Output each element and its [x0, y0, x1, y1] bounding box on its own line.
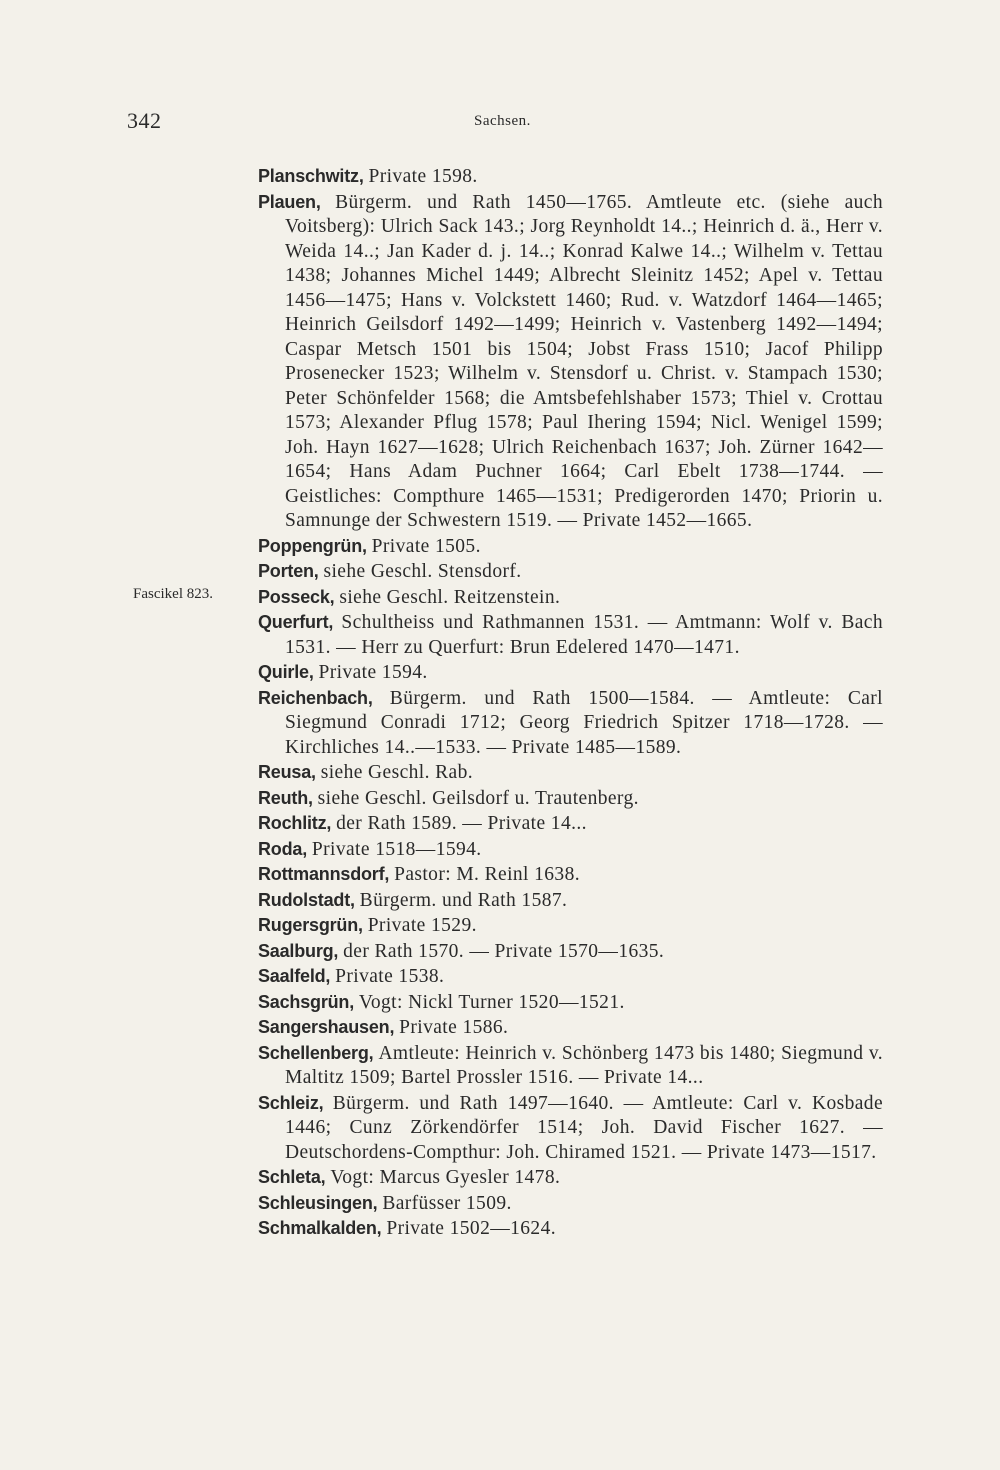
- register-entry: [258, 811, 883, 837]
- entry-place-name: Sachsgrün,: [258, 991, 355, 1012]
- entry-place-name: Roda,: [258, 838, 308, 859]
- entry-place-name: Rudolstadt,: [258, 889, 355, 910]
- entry-place-name: Rottmannsdorf,: [258, 864, 390, 884]
- entry-text: der Rath 1589. — Private 14...: [336, 813, 587, 834]
- entry-place-name: Reuth,: [258, 787, 313, 808]
- entry-place-name: Posseck,: [258, 586, 335, 607]
- register-entry: [258, 939, 883, 965]
- entry-place-name: Schleta,: [258, 1167, 326, 1187]
- register-entry: [258, 1041, 883, 1091]
- entry-text: Amtleute: Heinrich v. Schönberg 1473 bis 1480; Siegmund v. Maltitz 1509; Bartel Prossler 1516. — Private 14...: [285, 1042, 883, 1088]
- entry-text: Barfüsser 1509.: [382, 1192, 512, 1214]
- entry-place-name: Schleiz,: [258, 1092, 324, 1113]
- entry-text: Vogt: Nickl Turner 1520—1521.: [358, 991, 625, 1013]
- register-entry: [258, 760, 883, 786]
- register-entry: [258, 1216, 883, 1242]
- entry-place-name: Rugersgrün,: [258, 915, 363, 935]
- entry-place-name: Schellenberg,: [258, 1042, 374, 1063]
- register-entry: [258, 534, 883, 560]
- register-entry: [258, 888, 883, 914]
- entry-place-name: Saalburg,: [258, 940, 339, 961]
- entry-text: der Rath 1570. — Private 1570—1635.: [343, 940, 665, 962]
- entry-place-name: Plauen,: [258, 191, 321, 212]
- register-entry: [258, 585, 883, 611]
- entry-place-name: Rochlitz,: [258, 813, 332, 833]
- entry-text: Pastor: M. Reinl 1638.: [394, 864, 581, 885]
- entry-place-name: Porten,: [258, 561, 319, 581]
- register-entry: [258, 837, 883, 863]
- register-entry: [258, 686, 883, 761]
- entry-list: [258, 164, 883, 1242]
- entry-text: Bürgerm. und Rath 1497—1640. — Amtleute: Carl v. Kosbade 1446; Cunz Zörkendörfer 1514; Joh. David Fischer 1627. — Deutschordens-Compthur: Joh. Chiramed 1521. — Private 1473—1517.: [285, 1092, 884, 1163]
- running-title: Sachsen.: [474, 113, 531, 129]
- entry-text: siehe Geschl. Rab.: [320, 762, 474, 783]
- entry-text: siehe Geschl. Stensdorf.: [323, 561, 522, 582]
- entry-text: Vogt: Marcus Gyesler 1478.: [330, 1167, 561, 1188]
- entry-text: Schultheiss und Rathmannen 1531. — Amtmann: Wolf v. Bach 1531. — Herr zu Querfurt: Brun Edelered 1470—1471.: [285, 612, 884, 658]
- entry-text: Private 1529.: [367, 915, 477, 936]
- register-entry: [258, 610, 883, 660]
- register-entry: [258, 1091, 883, 1166]
- entry-text: siehe Geschl. Geilsdorf u. Trautenberg.: [317, 787, 639, 809]
- entry-place-name: Saalfeld,: [258, 966, 331, 986]
- register-entry: [258, 1191, 883, 1217]
- entry-place-name: Querfurt,: [258, 612, 334, 632]
- register-entry: [258, 964, 883, 990]
- register-entry: [258, 990, 883, 1016]
- entry-text: Private 1502—1624.: [386, 1218, 557, 1239]
- entry-place-name: Quirle,: [258, 662, 314, 682]
- entry-text: siehe Geschl. Reitzenstein.: [339, 586, 561, 608]
- entry-place-name: Schmalkalden,: [258, 1218, 382, 1238]
- register-entry: [258, 1165, 883, 1191]
- register-entry: [258, 862, 883, 888]
- entry-place-name: Schleusingen,: [258, 1192, 378, 1213]
- entry-place-name: Poppengrün,: [258, 535, 367, 556]
- entry-text: Bürgerm. und Rath 1450—1765. Amtleute etc. (siehe auch Voitsberg): Ulrich Sack 143.; Jorg Reynholdt 14..; Heinrich d. ä., Herr v. Weida 14..; Jan Kader d. j. 14..; Konrad Kalwe 14..; Wilhelm v. Tettau 1438; Johannes Michel 1449; Albrecht Sleinitz 1452; Apel v. Tettau 1456—1475; Hans v. Volckstett 1460; Rud. v. Watzdorf 1464—1465; Heinrich Geilsdorf 1492—1499; Heinrich v. Vastenberg 1492—1494; Caspar Metsch 1501 bis 1504; Jobst Frass 1510; Jacof Philipp Prosenecker 1523; Wilhelm v. Stensdorf u. Christ. v. Stampach 1530; Peter Schönfelder 1568; die Amtsbefehlshaber 1573; Thiel v. Crottau 1573; Alexander Pflug 1578; Paul Ihering 1594; Nicl. Wenigel 1599; Joh. Hayn 1627—1628; Ulrich Reichenbach 1637; Joh. Zürner 1642—1654; Hans Adam Puchner 1664; Carl Ebelt 1738—1744. — Geistliches: Compthure 1465—1531; Predigerorden 1470; Priorin u. Samnunge der Schwestern 1519. — Private 1452—1665.: [285, 191, 884, 531]
- entry-text: Private 1505.: [371, 535, 481, 557]
- register-entry: [258, 660, 883, 686]
- entry-place-name: Planschwitz,: [258, 166, 364, 186]
- entry-place-name: Reichenbach,: [258, 687, 373, 708]
- page-number: 342: [127, 108, 162, 133]
- entry-place-name: Reusa,: [258, 762, 316, 782]
- register-entry: [258, 164, 883, 190]
- entry-text: Private 1594.: [318, 662, 428, 683]
- margin-note: Fascikel 823.: [133, 586, 213, 602]
- entry-text: Bürgerm. und Rath 1500—1584. — Amtleute: Carl Siegmund Conradi 1712; Georg Friedrich Spitzer 1718—1728. — Kirchliches 14..—1533. — Private 1485—1589.: [285, 687, 883, 758]
- entry-text: Private 1598.: [368, 166, 478, 187]
- register-entry: [258, 190, 883, 534]
- entry-text: Private 1586.: [399, 1017, 509, 1038]
- entry-text: Bürgerm. und Rath 1587.: [359, 889, 568, 911]
- register-entry: [258, 1015, 883, 1041]
- register-entry: [258, 786, 883, 812]
- register-entry: [258, 559, 883, 585]
- entry-text: Private 1518—1594.: [311, 838, 482, 860]
- entry-text: Private 1538.: [335, 966, 445, 987]
- entry-place-name: Sangershausen,: [258, 1017, 395, 1037]
- register-entry: [258, 913, 883, 939]
